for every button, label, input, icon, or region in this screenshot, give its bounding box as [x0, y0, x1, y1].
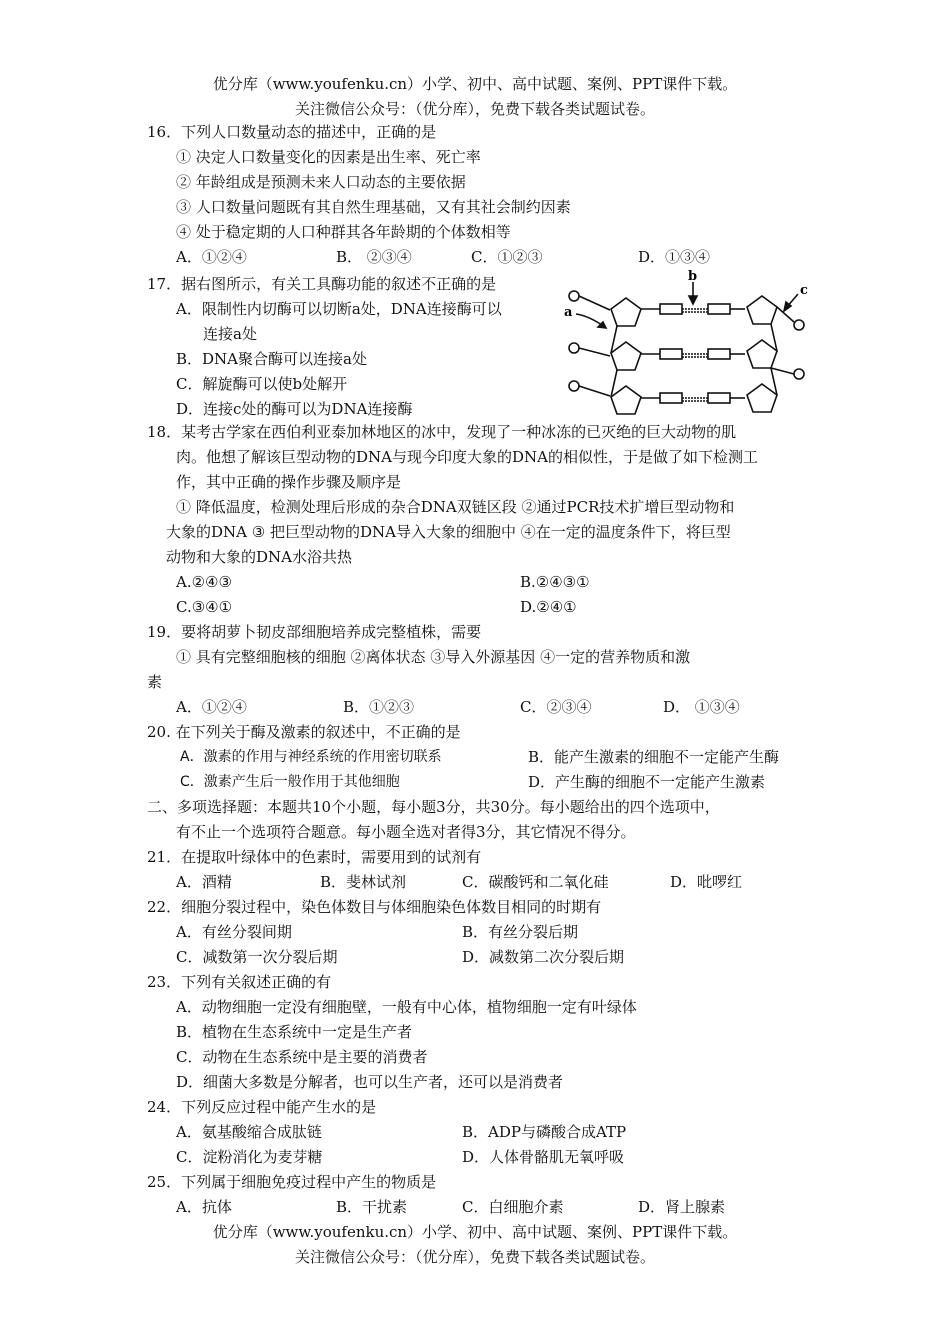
question-16-statement-2: ② 年龄组成是预测未来人口动态的主要依据 [176, 173, 466, 191]
question-25-option-b: B．干扰素 [336, 1198, 408, 1216]
question-24-option-a: A．氨基酸缩合成肽链 [176, 1123, 322, 1141]
question-18-line-5: 大象的DNA ③ 把巨型动物的DNA导入大象的细胞中 ④在一定的温度条件下，将巨型 [166, 523, 731, 541]
question-22-option-d: D．减数第二次分裂后期 [462, 948, 625, 966]
question-20-stem: 20. 在下列关于酶及激素的叙述中，不正确的是 [147, 723, 461, 741]
question-16-statement-3: ③ 人口数量问题既有其自然生理基础，又有其社会制约因素 [176, 198, 571, 216]
question-21-option-a: A．酒精 [176, 873, 232, 891]
question-18-option-a: A.②④③ [176, 573, 232, 591]
figure-label-b: b [688, 270, 698, 284]
question-18-line-6: 动物和大象的DNA水浴共热 [166, 548, 352, 566]
question-23-stem: 23．下列有关叙述正确的有 [147, 973, 332, 991]
arrow-a-icon [576, 314, 606, 328]
question-25-option-a: A．抗体 [176, 1198, 232, 1216]
figure-label-c: c [800, 283, 808, 298]
question-20-option-c: C．激素产生后一般作用于其他细胞 [180, 774, 400, 790]
question-23-option-d: D．细菌大多数是分解者，也可以生产者，还可以是消费者 [176, 1073, 564, 1091]
question-24-option-c: C．淀粉消化为麦芽糖 [176, 1148, 323, 1166]
question-24-option-d: D．人体骨骼肌无氧呼吸 [462, 1148, 625, 1166]
question-23-option-b: B．植物在生态系统中一定是生产者 [176, 1023, 413, 1041]
page-footer-line-2: 关注微信公众号：（优分库），免费下载各类试题试卷。 [294, 1248, 655, 1266]
page-header-line-1: 优分库（www.youfenku.cn）小学、初中、高中试题、案例、PPT课件下载。 [212, 75, 738, 93]
question-20-option-a: A．激素的作用与神经系统的作用密切联系 [180, 749, 442, 765]
question-18-option-c: C.③④① [176, 598, 233, 616]
question-16-stem: 16．下列人口数量动态的描述中，正确的是 [147, 123, 437, 141]
question-16-option-c: C．①②③ [471, 248, 543, 266]
question-19-stem: 19．要将胡萝卜韧皮部细胞培养成完整植株，需要 [147, 623, 482, 641]
question-16-option-b: B． ②③④ [336, 248, 412, 266]
arrow-b-icon [689, 282, 697, 304]
question-21-stem: 21．在提取叶绿体中的色素时，需要用到的试剂有 [147, 848, 482, 866]
question-19-line-2: 素 [147, 673, 163, 691]
question-25-option-d: D．肾上腺素 [638, 1198, 726, 1216]
dna-strand-row-2 [569, 324, 804, 379]
arrow-c-icon [784, 294, 798, 311]
question-22-option-a: A．有丝分裂间期 [176, 923, 292, 941]
dna-strand-row-3 [569, 368, 777, 414]
question-18-line-2: 肉。他想了解该巨型动物的DNA与现今印度大象的DNA的相似性，于是做了如下检测工 [176, 448, 758, 466]
question-22-option-c: C．减数第一次分裂后期 [176, 948, 338, 966]
question-21-option-c: C．碳酸钙和二氧化硅 [462, 873, 609, 891]
question-22-stem: 22．细胞分裂过程中，染色体数目与体细胞染色体数目相同的时期有 [147, 898, 602, 916]
question-20-option-b: B．能产生激素的细胞不一定能产生酶 [528, 748, 780, 766]
question-19-option-a: A．①②④ [176, 698, 247, 716]
question-18-line-1: 18．某考古学家在西伯利亚泰加林地区的冰中，发现了一种冰冻的已灭绝的巨大动物的肌 [147, 423, 737, 441]
page-footer-line-1: 优分库（www.youfenku.cn）小学、初中、高中试题、案例、PPT课件下载。 [212, 1223, 738, 1241]
question-17-option-d: D．连接c处的酶可以为DNA连接酶 [176, 400, 413, 418]
question-21-option-b: B．斐林试剂 [320, 873, 407, 891]
page-header-line-2: 关注微信公众号：（优分库），免费下载各类试题试卷。 [294, 100, 655, 118]
question-16-option-a: A．①②④ [176, 248, 247, 266]
question-17-stem: 17．据右图所示，有关工具酶功能的叙述不正确的是 [147, 275, 497, 293]
question-17-option-a-cont: 连接a处 [203, 325, 257, 343]
question-17-option-b: B．DNA聚合酶可以连接a处 [176, 350, 367, 368]
question-17-option-c: C．解旋酶可以使b处解开 [176, 375, 348, 393]
section-2-instructions: 有不止一个选项符合题意。每小题全选对者得3分，其它情况不得分。 [176, 823, 636, 841]
question-25-stem: 25．下列属于细胞免疫过程中产生的物质是 [147, 1173, 437, 1191]
question-16-statement-1: ① 决定人口数量变化的因素是出生率、死亡率 [176, 148, 481, 166]
question-22-option-b: B．有丝分裂后期 [462, 923, 579, 941]
question-23-option-c: C．动物在生态系统中是主要的消费者 [176, 1048, 428, 1066]
question-18-option-b: B.②④③① [520, 573, 590, 591]
question-20-option-d: D．产生酶的细胞不一定能产生激素 [528, 773, 766, 791]
question-24-option-b: B．ADP与磷酸合成ATP [462, 1123, 627, 1141]
question-16-statement-4: ④ 处于稳定期的人口种群其各年龄期的个体数相等 [176, 223, 511, 241]
question-25-option-c: C．白细胞介素 [462, 1198, 564, 1216]
question-19-option-d: D． ①③④ [663, 698, 740, 716]
question-18-line-3: 作，其中正确的操作步骤及顺序是 [176, 473, 402, 491]
question-17-option-a: A．限制性内切酶可以切断a处，DNA连接酶可以 [176, 300, 502, 318]
question-23-option-a: A．动物细胞一定没有细胞壁，一般有中心体，植物细胞一定有叶绿体 [176, 998, 637, 1016]
section-2-title: 二、多项选择题：本题共10个小题，每小题3分，共30分。每小题给出的四个选项中， [147, 798, 720, 816]
question-16-option-d: D．①③④ [638, 248, 711, 266]
figure-label-a: a [564, 305, 573, 320]
question-24-stem: 24．下列反应过程中能产生水的是 [147, 1098, 377, 1116]
question-21-option-d: D．吡啰红 [670, 873, 743, 891]
question-19-option-c: C．②③④ [520, 698, 592, 716]
question-19-option-b: B．①②③ [343, 698, 415, 716]
question-19-line-1: ① 具有完整细胞核的细胞 ②离体状态 ③导入外源基因 ④一定的营养物质和激 [176, 648, 691, 666]
question-18-line-4: ① 降低温度，检测处理后形成的杂合DNA双链区段 ②通过PCR技术扩增巨型动物和 [176, 498, 735, 516]
dna-structure-figure [562, 270, 824, 420]
question-18-option-d: D.②④① [520, 598, 577, 616]
